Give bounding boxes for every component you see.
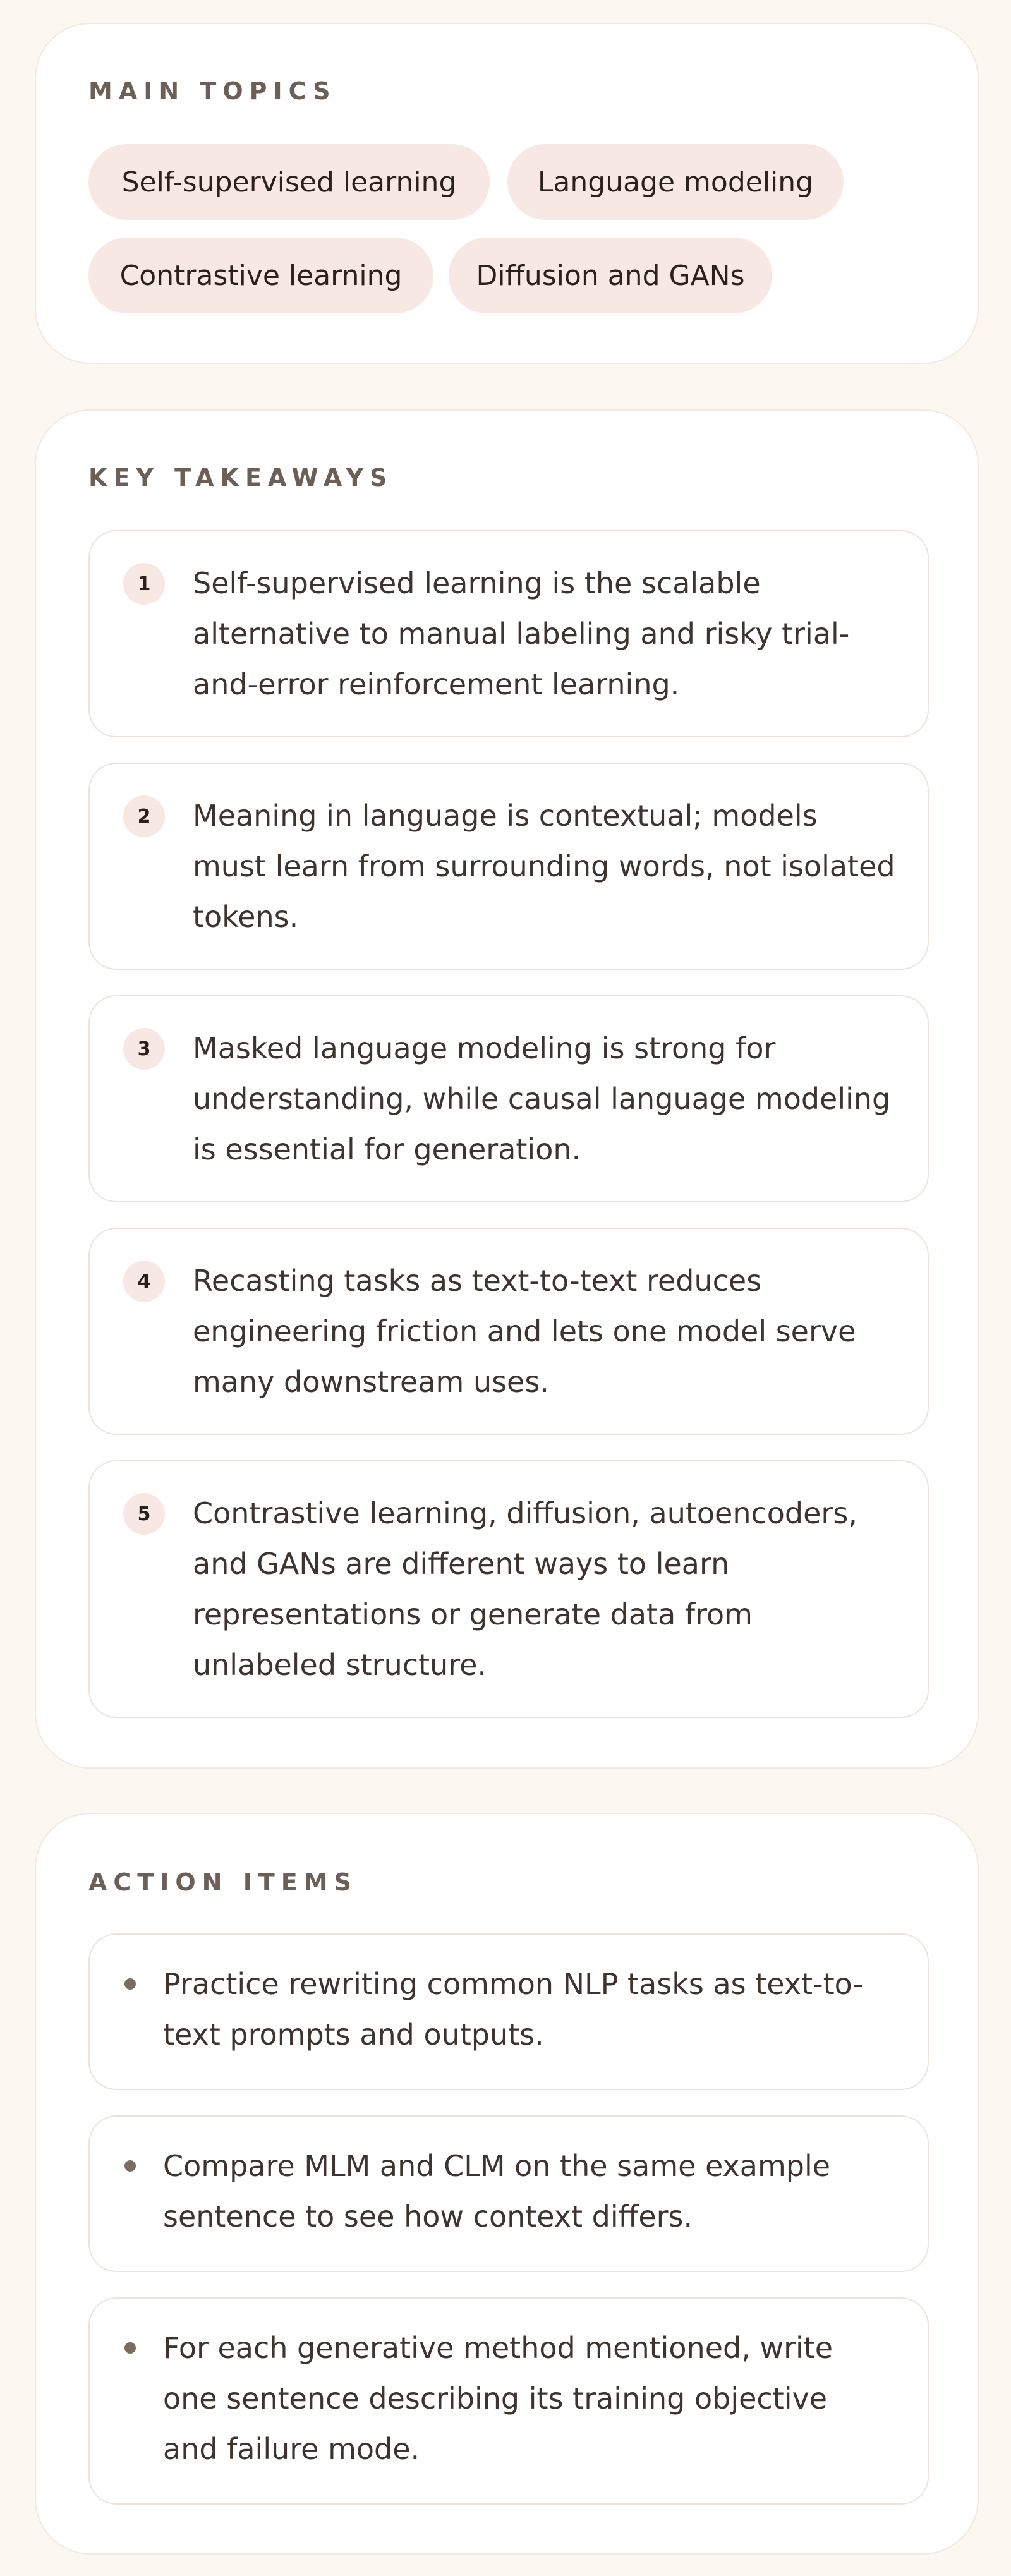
takeaway-text: Meaning in language is contextual; models must learn from surrounding words, not isolated tokens. <box>193 799 895 934</box>
takeaway-text: Self-supervised learning is the scalable alternative to manual labeling and risky trial-and-error reinforcement learning. <box>193 566 850 701</box>
action-item <box>88 2297 929 2505</box>
topic-chip-contrastive[interactable]: Contrastive learning <box>88 238 433 313</box>
action-item-text: For each generative method mentioned, write one sentence describing its training objective and failure mode. <box>163 2331 833 2466</box>
takeaway-number-badge: 4 <box>123 1261 165 1302</box>
takeaway-number-badge: 1 <box>123 563 165 605</box>
takeaway-text: Recasting tasks as text-to-text reduces engineering friction and lets one model serve many downstream uses. <box>193 1264 856 1399</box>
bullet-dot-icon <box>124 2342 136 2354</box>
main-topics-title: MAIN TOPICS <box>88 77 337 105</box>
key-takeaways-title: KEY TAKEAWAYS <box>88 464 394 492</box>
takeaway-number-badge: 5 <box>123 1493 165 1535</box>
takeaway-number-badge: 3 <box>123 1028 165 1070</box>
takeaway-item <box>88 1460 929 1718</box>
action-item-text: Practice rewriting common NLP tasks as text-to-text prompts and outputs. <box>163 1967 864 2052</box>
main-topics-card <box>35 23 979 364</box>
action-items-card <box>35 1813 979 2555</box>
key-takeaways-card <box>35 409 979 1769</box>
takeaway-item <box>88 763 929 970</box>
bullet-dot-icon <box>124 2160 136 2172</box>
takeaway-text: Contrastive learning, diffusion, autoencoders, and GANs are different ways to learn representations or generate data from unlabeled structure. <box>193 1496 857 1682</box>
bullet-dot-icon <box>124 1978 136 1990</box>
takeaway-item <box>88 530 929 737</box>
action-item-text: Compare MLM and CLM on the same example sentence to see how context differs. <box>163 2149 831 2234</box>
topic-chip-self-supervised[interactable]: Self-supervised learning <box>88 144 490 220</box>
action-items-title: ACTION ITEMS <box>88 1868 358 1896</box>
topic-chip-diffusion-gans[interactable]: Diffusion and GANs <box>449 238 772 313</box>
takeaway-item <box>88 1228 929 1435</box>
topic-chip-language-modeling[interactable]: Language modeling <box>507 144 844 220</box>
takeaway-text: Masked language modeling is strong for understanding, while causal language modeling is essential for generation. <box>193 1031 891 1166</box>
takeaway-number-badge: 2 <box>123 795 165 837</box>
takeaway-item <box>88 995 929 1202</box>
action-item <box>88 2115 929 2272</box>
action-item <box>88 1933 929 2090</box>
